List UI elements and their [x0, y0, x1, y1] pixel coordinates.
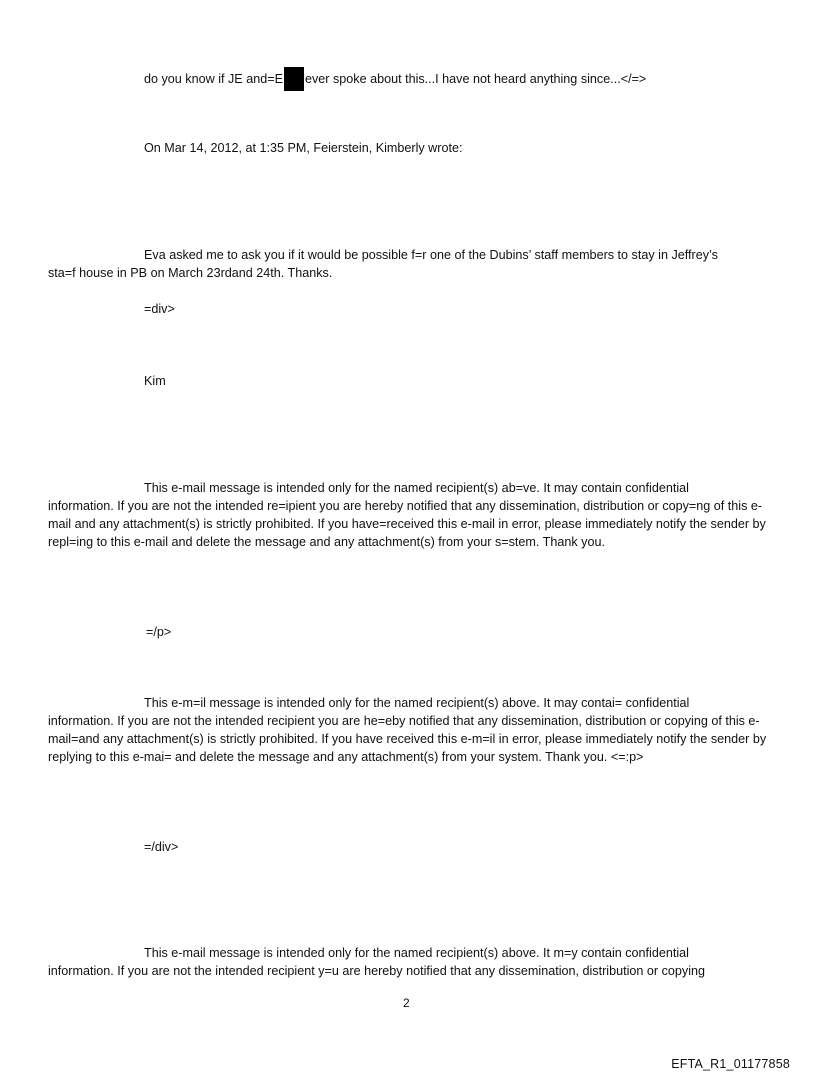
div-open-tag: =div> [144, 302, 175, 316]
disclaimer-2-first-line: This e-m=il message is intended only for the named recipient(s) above. It may contai= confidential [144, 696, 690, 710]
redaction-box [284, 67, 304, 91]
quoted-header-line: On Mar 14, 2012, at 1:35 PM, Feierstein, Kimberly wrote: [144, 141, 463, 155]
request-rest: sta=f house in PB on March 23rdand 24th. Thanks. [48, 266, 333, 280]
question-text-start: do you know if JE and=E [144, 72, 283, 86]
disclaimer-3-first-line: This e-mail message is intended only for the named recipient(s) above. It m=y contain confidential [144, 946, 689, 960]
page-number: 2 [403, 996, 410, 1010]
bates-number: EFTA_R1_01177858 [671, 1057, 790, 1071]
disclaimer-1-rest: information. If you are not the intended re=ipient you are hereby notified that any dissemination, distribution or copy=ng of this e-mail and any attachment(s) is strictly prohibited. If you have=received this e-mail in error, please immediately notify the sender by repl=ing to this e-mail and delete the message and any attachment(s) from your s=stem. Thank you. [48, 499, 766, 549]
disclaimer-1-first-line: This e-mail message is intended only for the named recipient(s) ab=ve. It may contain confidential [144, 481, 689, 495]
email-line-question [144, 67, 646, 91]
div-close-tag: =/div> [144, 840, 179, 854]
question-text-end: ever spoke about this...I have not heard anything since...</=> [304, 72, 647, 86]
disclaimer-3-rest: information. If you are not the intended recipient y=u are hereby notified that any dissemination, distribution or copying [48, 964, 706, 978]
disclaimer-paragraph-3 [48, 944, 778, 980]
request-paragraph [48, 246, 778, 282]
signature: Kim [144, 374, 166, 388]
request-first-line: Eva asked me to ask you if it would be possible f=r one of the Dubins’ staff members to stay in Jeffrey’s [144, 248, 718, 262]
disclaimer-2-rest: information. If you are not the intended recipient you are he=eby notified that any dissemination, distribution or copying of this e-mail=and any attachment(s) is strictly prohibited. If you have received this e-m=il in error, please immediately notify the sender by replying to this e-mai= and delete the message and any attachment(s) from your system. Thank you. <=:p> [48, 714, 767, 764]
p-close-tag: =/p> [146, 625, 172, 639]
disclaimer-paragraph-1 [48, 479, 778, 551]
disclaimer-paragraph-2 [48, 694, 778, 766]
